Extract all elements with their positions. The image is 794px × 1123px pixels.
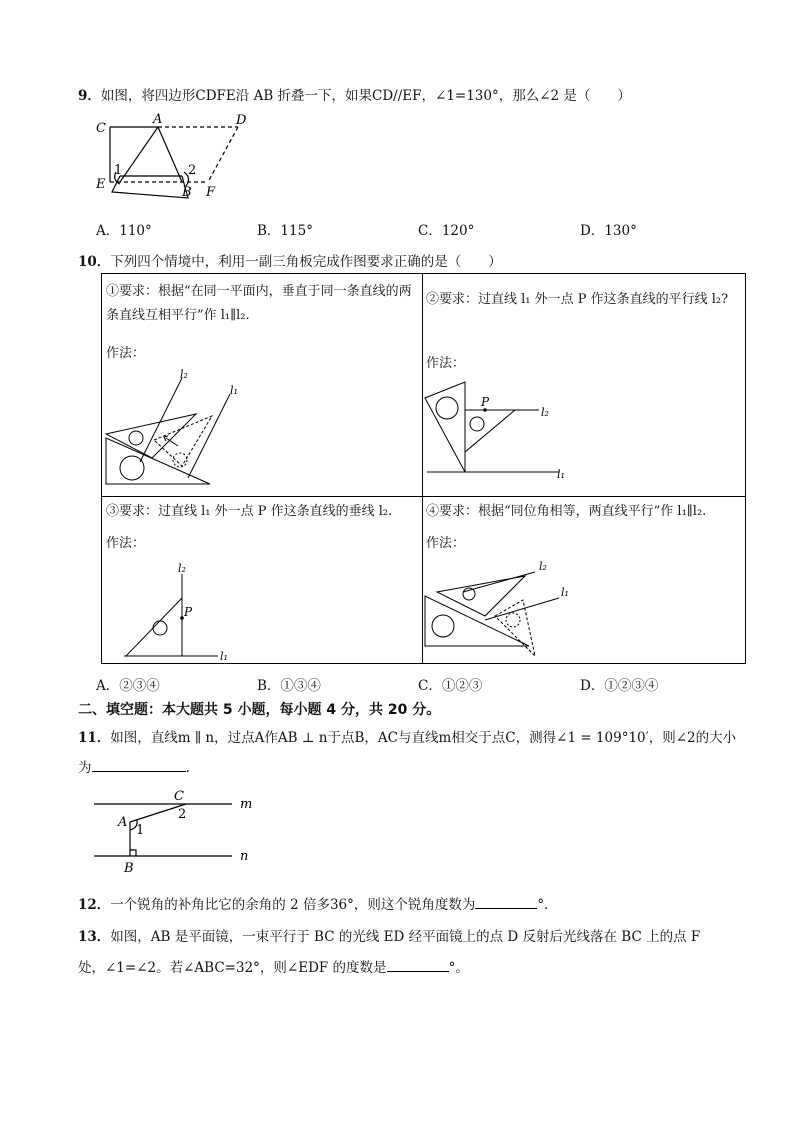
q12-stem (78, 893, 558, 913)
q9-label-A: A (153, 112, 163, 127)
cell3-requirement: ③要求：过直线 l₁ 外一点 P 作这条直线的垂线 l₂. (106, 504, 393, 519)
q11-figure (88, 788, 258, 876)
q11-label-n: n (240, 849, 249, 864)
cell4-figure (423, 556, 745, 664)
cell1-method: 作法： (106, 346, 146, 361)
cell1-label-l2: l₂ (180, 368, 188, 381)
cell2-set-square-right (465, 410, 515, 452)
q12-number: 12． (78, 897, 111, 913)
q9-text: 如图，将四边形CDFE沿 AB 折叠一下，如果CD//EF，∠1=130°，那么∠2 是（ ） (100, 88, 631, 104)
cell3-label-l2: l₂ (178, 562, 186, 575)
q10-option-b[interactable]: B．①③④ (257, 678, 321, 694)
cell4-set-square-bottom (425, 596, 529, 646)
q13-text-2: 处，∠1=∠2。若∠ABC=32°，则∠EDF 的度数是 (78, 960, 387, 976)
q13-stem-line2 (78, 956, 469, 976)
q11-label-2: 2 (178, 807, 187, 822)
q11-label-m: m (240, 797, 253, 812)
q10-number: 10． (78, 254, 111, 270)
cell3-set-square (126, 598, 182, 656)
cell3-circle (153, 621, 167, 635)
cell1-figure (102, 366, 422, 492)
q9-label-D: D (236, 113, 247, 128)
q10-option-c[interactable]: C．①②③ (418, 678, 483, 694)
q10-option-a[interactable]: A．②③④ (96, 678, 160, 694)
cell1-dashed-square (154, 416, 212, 466)
cell2-label-l1: l₁ (557, 468, 565, 481)
q9-option-d[interactable]: D．130° (580, 223, 637, 239)
q10-stem (78, 250, 502, 270)
cell3-label-P: P (184, 605, 193, 619)
cell1-requirement: ①要求：根据“在同一平面内，垂直于同一条直线的两条直线互相平行”作 l₁∥l₂. (106, 284, 412, 323)
q13-text: 如图，AB 是平面镜，一束平行于 BC 的光线 ED 经平面镜上的点 D 反射后光线落在 BC 上的点 F (110, 929, 701, 945)
q13-unit: °。 (448, 960, 469, 976)
q9-fold-AB (158, 127, 182, 182)
q11-period: . (185, 760, 190, 776)
q12-unit: °． (537, 897, 558, 913)
q9-label-1: 1 (114, 163, 123, 178)
cell3-method: 作法： (106, 536, 146, 551)
cell4-dashed-circle (506, 613, 520, 627)
q10-text: 下列四个情境中，利用一副三角板完成作图要求正确的是（ ） (110, 254, 502, 270)
cell4-line-l1 (485, 598, 559, 620)
cell1-circle-bottom (120, 456, 144, 480)
q11-text: 如图，直线m ∥ n，过点A作AB ⊥ n于点B，AC与直线m相交于点C，测得∠1 = 109°10′，则∠2的大小 (110, 730, 737, 746)
cell4-circle-top (463, 588, 475, 600)
section-fill-in-heading: 二、填空题：本大题共 5 小题，每小题 4 分，共 20 分。 (78, 702, 441, 718)
cell2-requirement: ②要求：过直线 l₁ 外一点 P 作这条直线的平行线 l₂? (426, 292, 729, 307)
q11-label-C: C (174, 789, 184, 804)
cell1-set-square-top (106, 414, 196, 458)
cell2-circle-right (470, 417, 484, 431)
q9-stem (78, 84, 631, 104)
q9-folded-flap (112, 176, 188, 198)
q11-label-A: A (118, 815, 128, 830)
q13-answer-blank[interactable] (387, 957, 449, 972)
q9-label-2: 2 (188, 163, 197, 178)
cell4-dashed-square (495, 600, 535, 656)
q9-number: 9． (78, 88, 101, 104)
q11-answer-blank[interactable] (92, 757, 186, 772)
q11-stem-line1 (78, 726, 736, 746)
q9-edge-DF-dashed (208, 127, 238, 182)
cell2-label-P: P (481, 395, 490, 409)
q9-option-a[interactable]: A．110° (96, 223, 152, 239)
cell4-circle-bottom (432, 615, 454, 637)
cell4-label-l2: l₂ (539, 560, 547, 573)
q11-label-B: B (124, 861, 134, 876)
cell4-label-l1: l₁ (561, 586, 569, 599)
q9-label-C: C (96, 121, 106, 136)
cell3-figure (102, 556, 422, 664)
q12-text: 一个锐角的补角比它的余角的 2 倍多36°，则这个锐角度数为 (110, 897, 476, 913)
q9-option-c[interactable]: C．120° (418, 223, 475, 239)
cell2-circle-left (436, 397, 458, 419)
cell4-method: 作法： (426, 536, 466, 551)
cell2-method: 作法： (426, 356, 466, 371)
q10-situation-grid (101, 273, 746, 664)
grid-horizontal-divider (102, 496, 745, 497)
q9-figure (90, 110, 260, 202)
cell4-line-l2 (463, 572, 535, 592)
cell2-label-l2: l₂ (541, 406, 549, 419)
cell4-set-square-top (437, 576, 525, 616)
cell2-set-square-left (425, 382, 465, 472)
q10-option-d[interactable]: D．①②③④ (580, 678, 659, 694)
q11-stem-line2 (78, 756, 190, 776)
q11-right-angle-mark (130, 850, 136, 856)
q11-label-1: 1 (136, 823, 145, 838)
q12-answer-blank[interactable] (475, 894, 537, 909)
q11-number: 11． (78, 730, 111, 746)
cell2-figure (423, 374, 745, 494)
q9-label-F: F (206, 185, 216, 200)
cell4-requirement: ④要求：根据“同位角相等，两直线平行”作 l₁∥l₂. (426, 504, 707, 519)
q9-label-E: E (96, 177, 106, 192)
cell3-label-l1: l₁ (220, 650, 228, 663)
q9-option-b[interactable]: B．115° (257, 223, 313, 239)
cell1-circle-top (129, 431, 143, 445)
cell1-label-l1: l₁ (230, 384, 238, 397)
q11-text-wei: 为 (78, 760, 92, 776)
q9-fold-AE (120, 127, 158, 182)
cell1-line-l1 (188, 394, 230, 478)
q13-stem-line1 (78, 925, 700, 945)
q13-number: 13． (78, 929, 111, 945)
q9-label-B: B (182, 185, 192, 200)
